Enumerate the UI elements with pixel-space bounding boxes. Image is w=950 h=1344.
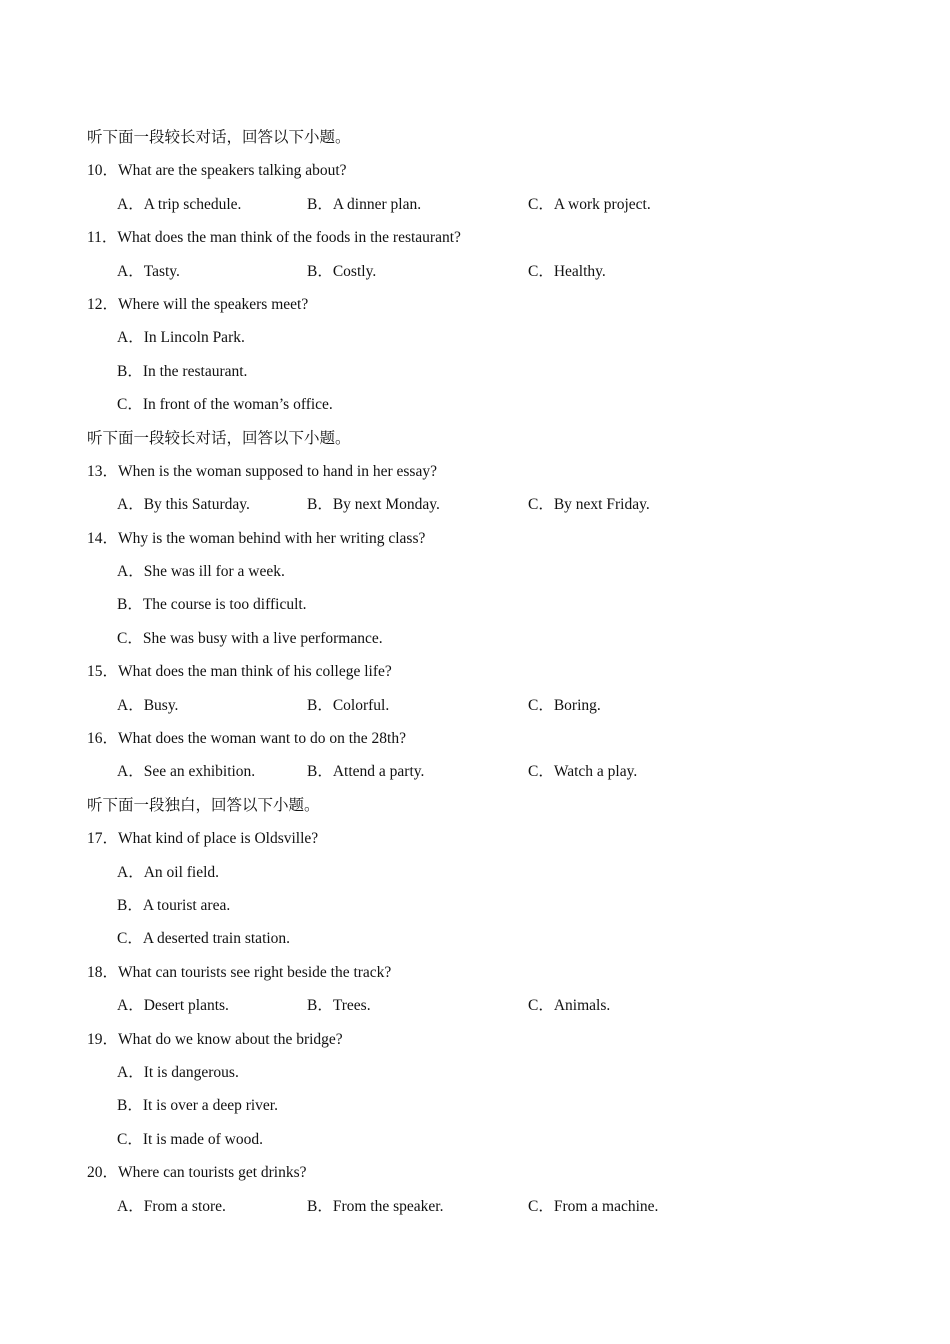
question-stem: 13．When is the woman supposed to hand in her essay? xyxy=(87,462,437,480)
answer-option: A．A trip schedule. xyxy=(117,195,242,213)
answer-option: B．A dinner plan. xyxy=(307,195,422,213)
answer-option: C．A work project. xyxy=(528,195,651,213)
question-stem: 14．Why is the woman behind with her writing class? xyxy=(87,529,426,547)
answer-option: C．It is made of wood. xyxy=(117,1130,263,1148)
answer-option: B．The course is too difficult. xyxy=(117,596,307,614)
answer-option: C．She was busy with a live performance. xyxy=(117,629,383,647)
answer-option: B．From the speaker. xyxy=(307,1197,444,1215)
answer-option: B．By next Monday. xyxy=(307,496,440,514)
answer-option: B．Colorful. xyxy=(307,696,390,714)
section-instruction: 听下面一段较长对话，回答以下小题。 xyxy=(87,429,351,447)
question-stem: 16．What does the woman want to do on the 28th? xyxy=(87,730,406,748)
answer-option: A．She was ill for a week. xyxy=(117,563,285,581)
question-stem: 11．What does the man think of the foods in the restaurant? xyxy=(87,229,461,247)
answer-options-row xyxy=(87,188,887,221)
section-instruction: 听下面一段独白，回答以下小题。 xyxy=(87,796,320,814)
answer-option: A．See an exhibition. xyxy=(117,763,256,781)
answer-options-row xyxy=(87,989,887,1022)
question-stem: 17．What kind of place is Oldsville? xyxy=(87,830,319,848)
answer-options-row xyxy=(87,488,887,521)
answer-option: C．Watch a play. xyxy=(528,763,638,781)
answer-option: A．It is dangerous. xyxy=(117,1063,239,1081)
answer-option: B．It is over a deep river. xyxy=(117,1097,278,1115)
answer-options-row xyxy=(87,255,887,288)
answer-option: C．Boring. xyxy=(528,696,601,714)
answer-option: C．In front of the woman’s office. xyxy=(117,396,333,414)
answer-option: A．By this Saturday. xyxy=(117,496,250,514)
question-stem: 20．Where can tourists get drinks? xyxy=(87,1164,307,1182)
answer-option: A．An oil field. xyxy=(117,863,220,881)
section-instruction: 听下面一段较长对话，回答以下小题。 xyxy=(87,129,351,146)
question-stem: 15．What does the man think of his college life? xyxy=(87,663,392,681)
answer-options-row xyxy=(87,689,887,722)
answer-options-row xyxy=(87,755,887,788)
answer-option: C．Healthy. xyxy=(528,262,606,280)
answer-options-row xyxy=(87,1190,887,1223)
question-stem: 19．What do we know about the bridge? xyxy=(87,1030,343,1048)
answer-option: A．Desert plants. xyxy=(117,997,229,1015)
question-list xyxy=(87,121,887,1223)
answer-option: C．From a machine. xyxy=(528,1197,659,1215)
answer-option: B．In the restaurant. xyxy=(117,362,248,380)
answer-option: A．Busy. xyxy=(117,696,179,714)
question-stem: 10．What are the speakers talking about? xyxy=(87,162,347,180)
answer-option: B．Trees. xyxy=(307,997,371,1015)
question-stem: 18．What can tourists see right beside the track? xyxy=(87,963,392,981)
answer-option: C．A deserted train station. xyxy=(117,930,291,948)
answer-option: A．Tasty. xyxy=(117,262,180,280)
answer-option: C．By next Friday. xyxy=(528,496,650,514)
answer-option: A．From a store. xyxy=(117,1197,226,1215)
answer-option: B．A tourist area. xyxy=(117,896,231,914)
question-stem: 12．Where will the speakers meet? xyxy=(87,295,309,313)
answer-option: A．In Lincoln Park. xyxy=(117,329,245,347)
answer-option: B．Costly. xyxy=(307,262,377,280)
answer-option: B．Attend a party. xyxy=(307,763,425,781)
answer-option: C．Animals. xyxy=(528,997,611,1015)
